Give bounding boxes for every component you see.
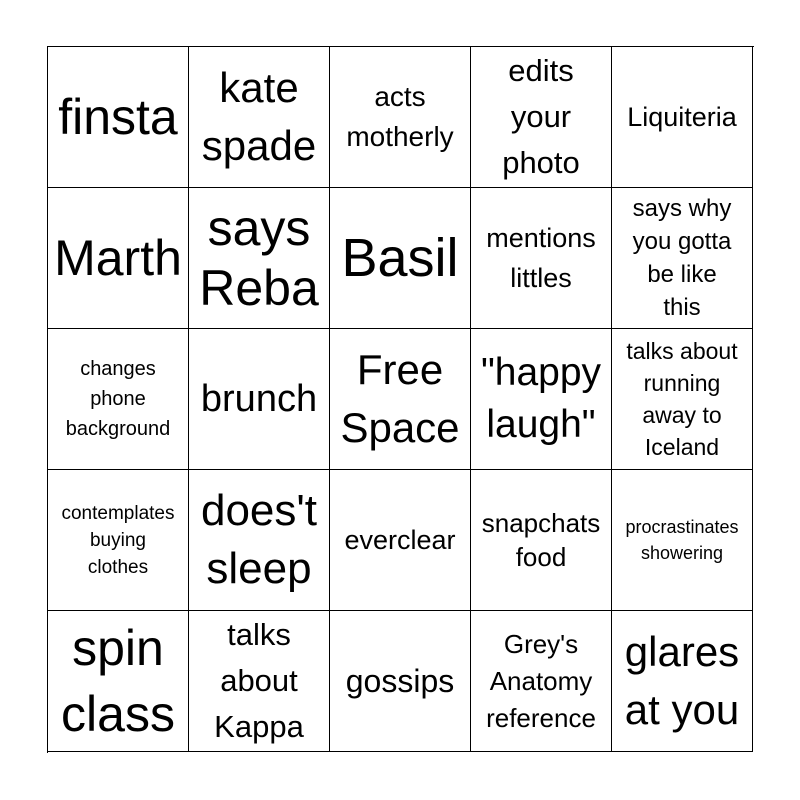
cell-label: finsta	[58, 89, 178, 145]
cell-label: kate spade	[201, 64, 317, 169]
bingo-cell-free-space[interactable]	[330, 329, 471, 470]
bingo-cell-doest-sleep[interactable]	[189, 470, 330, 611]
bingo-cell-kate-spade[interactable]	[189, 47, 330, 188]
bingo-cell-marth[interactable]	[48, 188, 189, 329]
bingo-cell-glares-at-you[interactable]	[612, 611, 753, 752]
bingo-cell-spin-class[interactable]	[48, 611, 189, 752]
cell-label: procrastinates showering	[625, 517, 739, 563]
bingo-cell-happy-laugh[interactable]	[471, 329, 612, 470]
bingo-cell-contemplates-buying-clothes[interactable]	[48, 470, 189, 611]
cell-label: "happy laugh"	[480, 351, 602, 446]
bingo-cell-says-why-you-gotta[interactable]	[612, 188, 753, 329]
cell-label: Marth	[54, 230, 182, 286]
bingo-cell-gossips[interactable]	[330, 611, 471, 752]
bingo-cell-says-reba[interactable]	[189, 188, 330, 329]
cell-label: brunch	[200, 378, 318, 420]
cell-label: spin class	[61, 620, 175, 742]
bingo-cell-brunch[interactable]	[189, 329, 330, 470]
cell-label: Grey's Anatomy reference	[486, 628, 596, 733]
bingo-board	[47, 46, 754, 753]
cell-label: Liquiteria	[627, 102, 737, 132]
bingo-cell-edits-your-photo[interactable]	[471, 47, 612, 188]
bingo-cell-acts-motherly[interactable]	[330, 47, 471, 188]
cell-label: edits your photo	[502, 53, 580, 180]
cell-label: gossips	[345, 663, 455, 699]
cell-label: contemplates buying clothes	[61, 502, 175, 578]
bingo-cell-talks-about-iceland[interactable]	[612, 329, 753, 470]
cell-label: talks about running away to Iceland	[626, 338, 738, 460]
cell-label: does't sleep	[200, 486, 318, 593]
bingo-cell-changes-phone-background[interactable]	[48, 329, 189, 470]
bingo-cell-basil[interactable]	[330, 188, 471, 329]
bingo-cell-mentions-littles[interactable]	[471, 188, 612, 329]
bingo-cell-finsta[interactable]	[48, 47, 189, 188]
cell-label: talks about Kappa	[214, 617, 304, 744]
cell-label: says Reba	[199, 200, 319, 316]
bingo-cell-liquiteria[interactable]	[612, 47, 753, 188]
bingo-cell-talks-about-kappa[interactable]	[189, 611, 330, 752]
cell-label: everclear	[344, 525, 456, 555]
bingo-cell-everclear[interactable]	[330, 470, 471, 611]
cell-label: snapchats food	[481, 508, 601, 572]
cell-label: glares at you	[624, 628, 740, 733]
cell-label: acts motherly	[346, 81, 454, 152]
bingo-cell-greys-anatomy-reference[interactable]	[471, 611, 612, 752]
bingo-cell-procrastinates-showering[interactable]	[612, 470, 753, 611]
cell-label: changes phone background	[65, 358, 171, 440]
bingo-cell-snapchats-food[interactable]	[471, 470, 612, 611]
cell-label: says why you gotta be like this	[632, 195, 732, 321]
cell-label: Free Space	[340, 346, 460, 451]
cell-label: Basil	[341, 228, 459, 288]
cell-label: mentions littles	[486, 223, 596, 293]
